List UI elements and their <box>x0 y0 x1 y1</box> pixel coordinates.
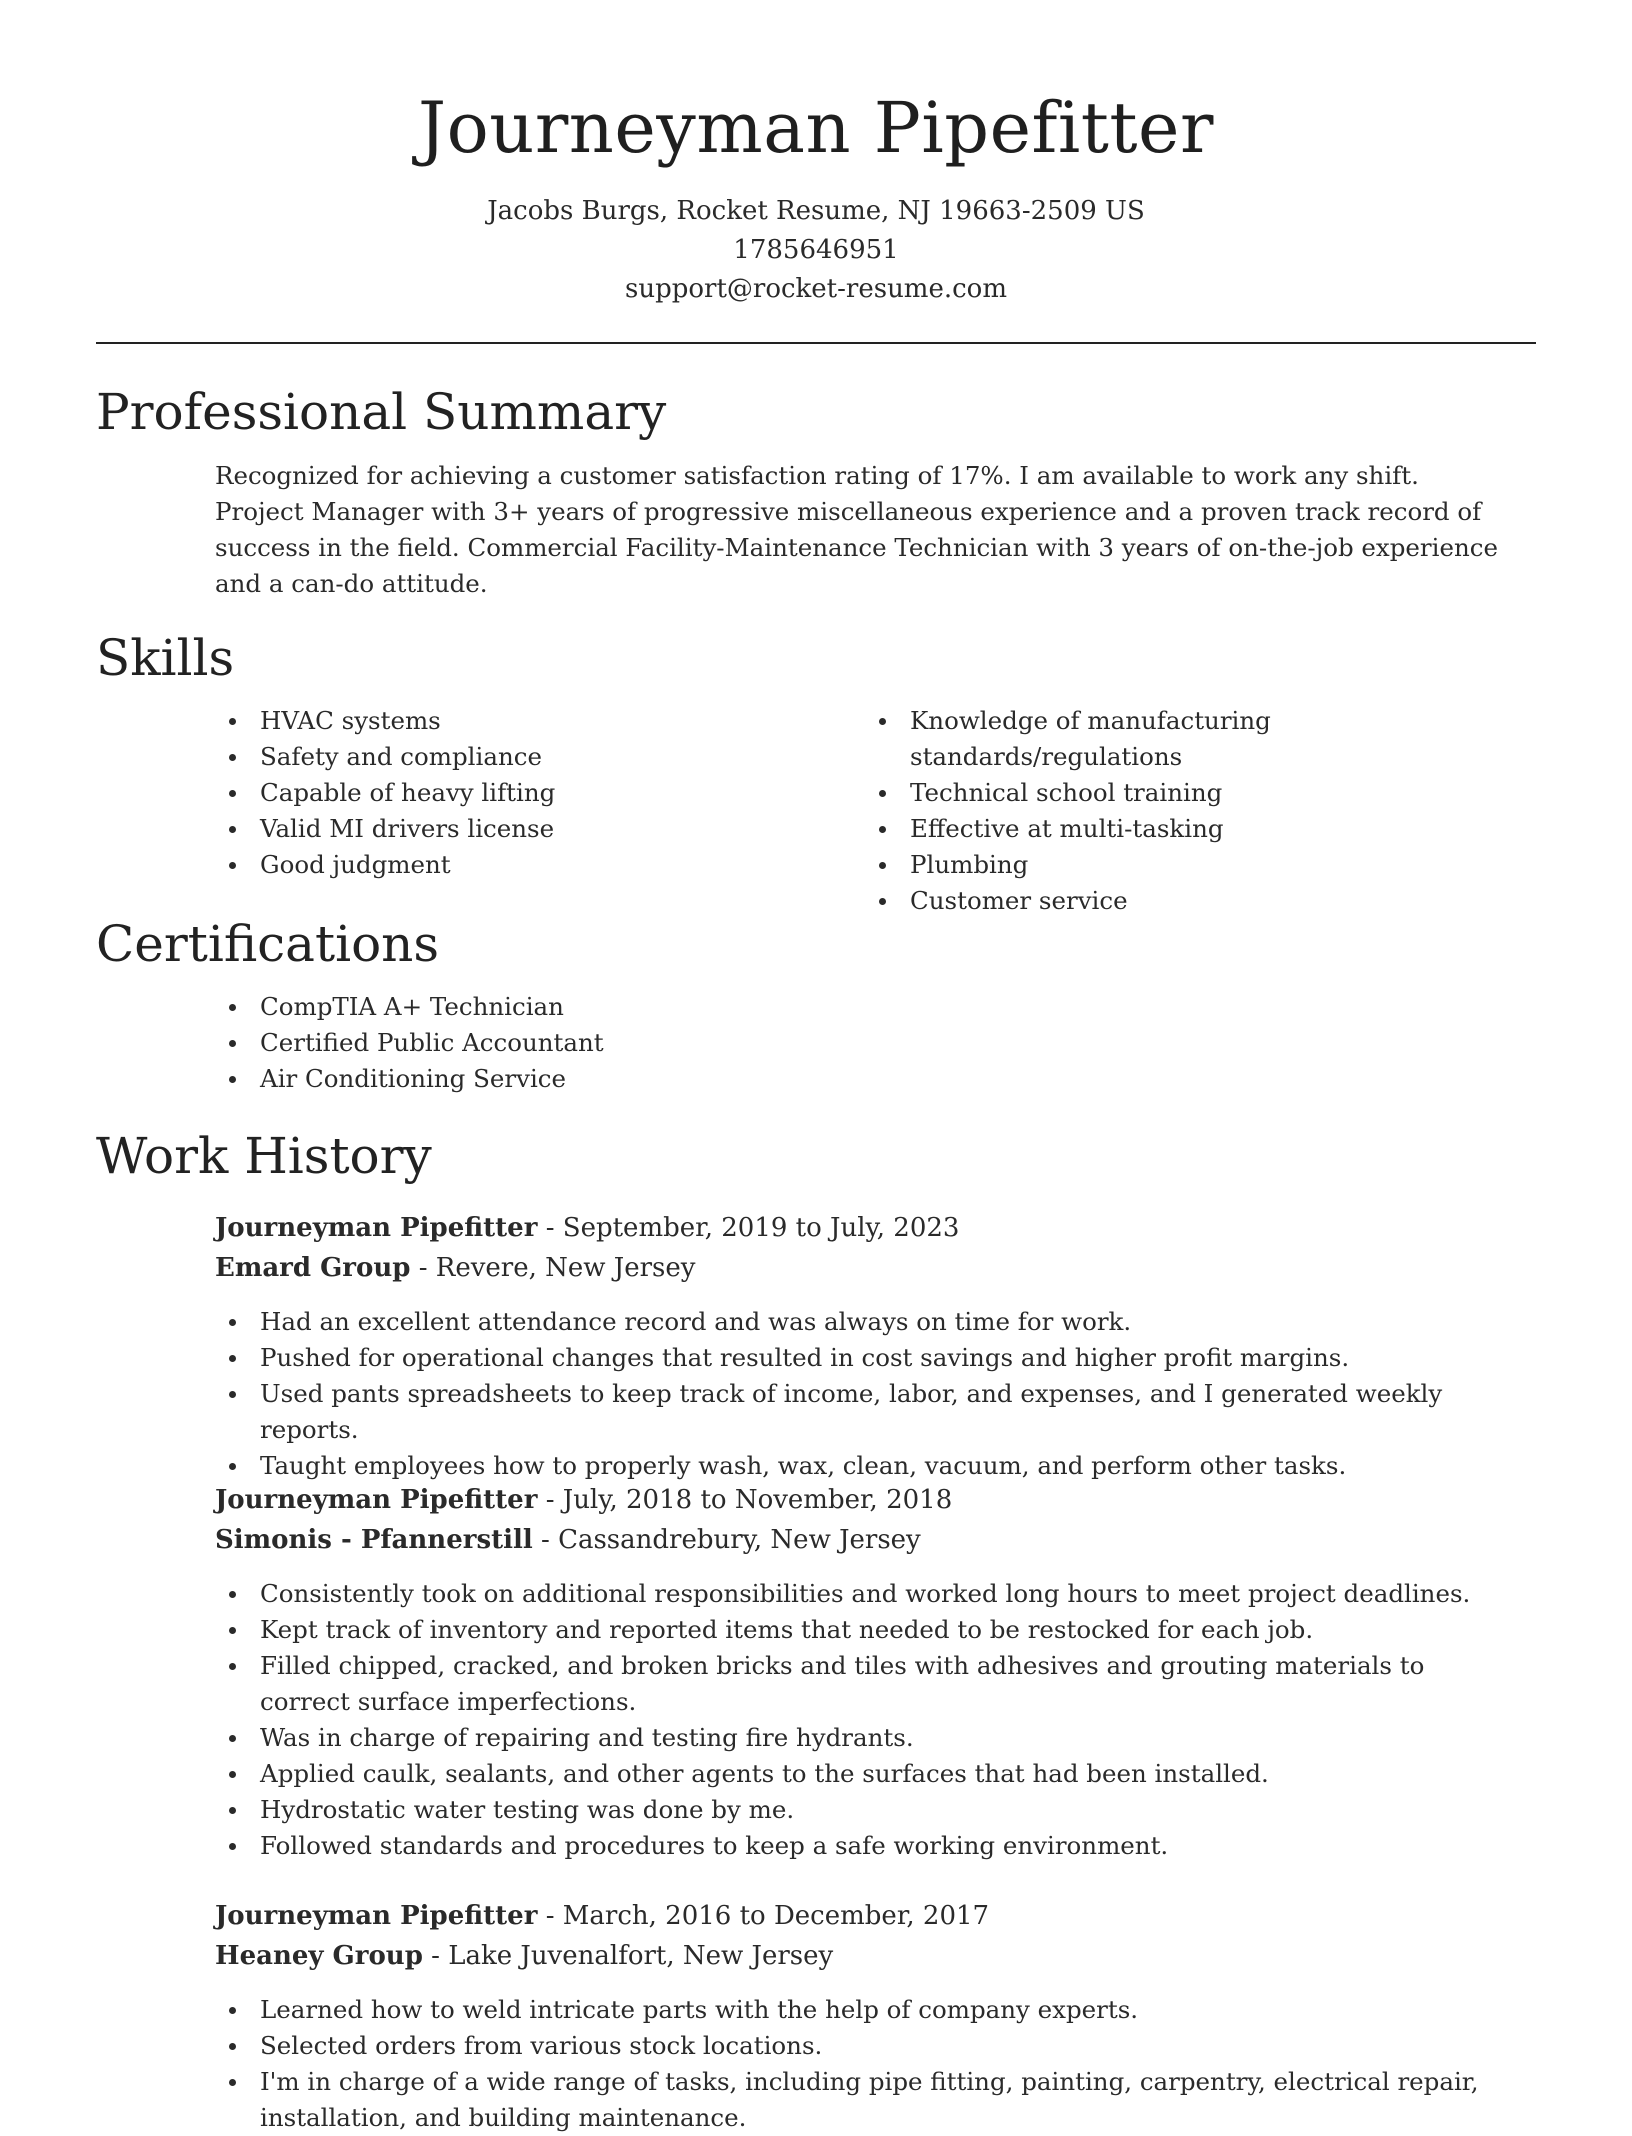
work-history-heading: Work History <box>96 1127 432 1185</box>
contact-email: support@rocket-resume.com <box>624 274 1007 304</box>
summary-heading: Professional Summary <box>96 383 667 441</box>
job-duty: Learned how to weld intricate parts with the help of company experts. <box>215 1992 1505 2028</box>
skill-item: Capable of heavy lifting <box>215 775 865 811</box>
job-entry <box>215 1208 1505 1484</box>
skill-item: Technical school training <box>865 775 1515 811</box>
job-position: Journeyman Pipefitter <box>215 1213 538 1243</box>
skill-item: Good judgment <box>215 847 865 883</box>
job-company: Emard Group <box>215 1253 411 1283</box>
job-position-line: Journeyman Pipefitter - March, 2016 to December, 2017 <box>215 1901 990 1931</box>
certifications-list <box>215 989 1505 1097</box>
skill-item: Plumbing <box>865 847 1515 883</box>
certification-item: CompTIA A+ Technician <box>215 989 1505 1025</box>
job-duty: Kept track of inventory and reported items that needed to be restocked for each job. <box>215 1612 1505 1648</box>
job-position: Journeyman Pipefitter <box>215 1901 538 1931</box>
job-duties <box>215 1992 1505 2136</box>
contact-address: Jacobs Burgs, Rocket Resume, NJ 19663-2509 US <box>487 196 1145 226</box>
job-duty: Consistently took on additional responsibilities and worked long hours to meet project deadlines. <box>215 1576 1505 1612</box>
job-duty: Filled chipped, cracked, and broken bricks and tiles with adhesives and grouting materials to correct surface imperfections. <box>215 1648 1505 1720</box>
job-dates: September, 2019 to July, 2023 <box>562 1213 960 1243</box>
job-duty: Hydrostatic water testing was done by me. <box>215 1792 1505 1828</box>
job-company: Simonis - Pfannerstill <box>215 1525 533 1555</box>
job-duty: Used pants spreadsheets to keep track of income, labor, and expenses, and I generated weekly reports. <box>215 1376 1505 1448</box>
job-duty: Selected orders from various stock locations. <box>215 2028 1505 2064</box>
skills-heading: Skills <box>96 629 235 687</box>
job-location: Lake Juvenalfort, New Jersey <box>448 1941 834 1971</box>
certification-item: Air Conditioning Service <box>215 1061 1505 1097</box>
skill-item: Safety and compliance <box>215 739 865 775</box>
certification-item: Certified Public Accountant <box>215 1025 1505 1061</box>
job-duty: Was in charge of repairing and testing fire hydrants. <box>215 1720 1505 1756</box>
job-duty: Followed standards and procedures to keep a safe working environment. <box>215 1828 1505 1864</box>
job-duty: Taught employees how to properly wash, wax, clean, vacuum, and perform other tasks. <box>215 1448 1505 1484</box>
job-position-line: Journeyman Pipefitter - September, 2019 to July, 2023 <box>215 1213 960 1243</box>
job-duties <box>215 1576 1505 1864</box>
job-duty: Had an excellent attendance record and was always on time for work. <box>215 1304 1505 1340</box>
skills-column-right <box>865 703 1515 919</box>
contact-phone: 1785646951 <box>733 235 899 265</box>
job-position: Journeyman Pipefitter <box>215 1485 538 1515</box>
job-duty: Applied caulk, sealants, and other agents to the surfaces that had been installed. <box>215 1756 1505 1792</box>
job-duties <box>215 1304 1505 1484</box>
job-duty: Pushed for operational changes that resulted in cost savings and higher profit margins. <box>215 1340 1505 1376</box>
skill-item: Customer service <box>865 883 1515 919</box>
skill-item: Valid MI drivers license <box>215 811 865 847</box>
resume-header <box>0 84 1632 309</box>
job-company-line: Heaney Group - Lake Juvenalfort, New Jersey <box>215 1941 834 1971</box>
certifications-heading: Certifications <box>96 915 440 973</box>
job-location: Cassandrebury, New Jersey <box>558 1525 921 1555</box>
skills-list <box>215 703 1535 919</box>
skill-item: HVAC systems <box>215 703 865 739</box>
job-company: Heaney Group <box>215 1941 423 1971</box>
job-duty: I'm in charge of a wide range of tasks, including pipe fitting, painting, carpentry, electrical repair, installation, and building maintenance. <box>215 2064 1505 2136</box>
contact-info <box>0 192 1632 309</box>
job-company-line: Emard Group - Revere, New Jersey <box>215 1253 696 1283</box>
candidate-name: Journeyman Pipefitter <box>418 87 1214 169</box>
job-dates: March, 2016 to December, 2017 <box>562 1901 990 1931</box>
skill-item: Effective at multi-tasking <box>865 811 1515 847</box>
job-company-line: Simonis - Pfannerstill - Cassandrebury, New Jersey <box>215 1525 921 1555</box>
skills-column-left <box>215 703 865 919</box>
job-dates: July, 2018 to November, 2018 <box>562 1485 953 1515</box>
header-divider <box>96 342 1536 344</box>
job-entry <box>215 1896 1505 2136</box>
job-entry <box>215 1480 1505 1864</box>
job-location: Revere, New Jersey <box>435 1253 696 1283</box>
job-position-line: Journeyman Pipefitter - July, 2018 to November, 2018 <box>215 1485 953 1515</box>
skill-item: Knowledge of manufacturing standards/regulations <box>865 703 1515 775</box>
summary-text: Recognized for achieving a customer satisfaction rating of 17%. I am available to work any shift. Project Manager with 3+ years of progressive miscellaneous experience and a proven track record of success in the field. Commercial Facility-Maintenance Technician with 3 years of on-the-job experience and a can-do attitude. <box>215 461 1498 598</box>
